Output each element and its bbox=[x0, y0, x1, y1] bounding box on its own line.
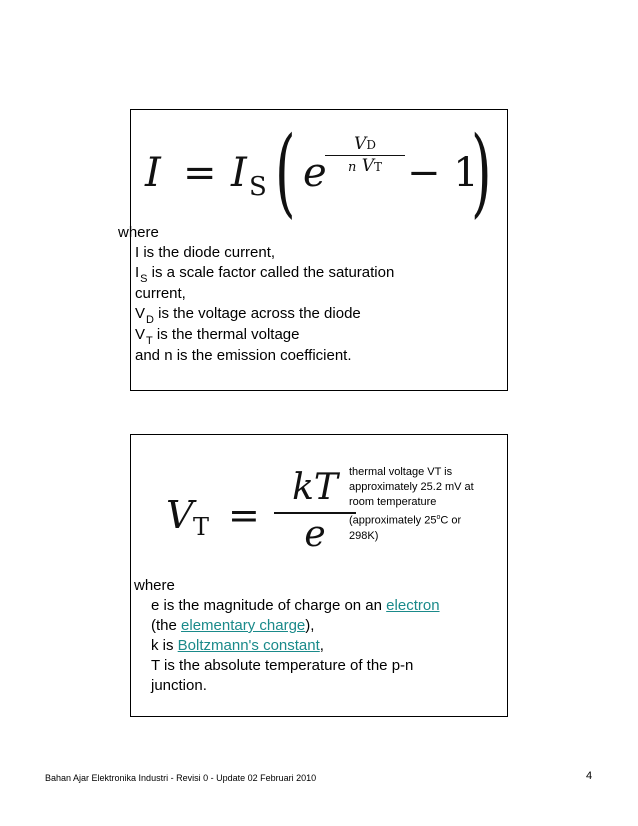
formula-is: I bbox=[231, 150, 247, 196]
line-emission: and n is the emission coefficient. bbox=[135, 347, 352, 364]
boltzmann-constant-link[interactable]: Boltzmann's constant bbox=[177, 637, 320, 654]
note-line3: room temperature bbox=[349, 496, 437, 508]
left-paren: ( bbox=[275, 116, 296, 228]
line-current: current, bbox=[135, 285, 186, 302]
page-footer: Bahan Ajar Elektronika Industri - Revisi 0 - Update 02 Februari 2010 bbox=[45, 773, 317, 783]
right-paren: ) bbox=[471, 116, 492, 228]
formula-lhs: I bbox=[145, 150, 161, 196]
note-line1: thermal voltage VT is bbox=[349, 466, 453, 478]
where-label-2: where bbox=[134, 577, 175, 594]
diode-equation-box bbox=[118, 109, 508, 391]
exp-den-n: n bbox=[347, 160, 357, 175]
line-saturation: $I_S$ is a scale factor called the saturation bbox=[135, 264, 395, 285]
exp-num-v: V bbox=[354, 134, 367, 154]
line-elementary-charge: (the elementary charge), bbox=[151, 617, 315, 634]
note-line4: (approximately 25$^o$C or bbox=[349, 514, 462, 527]
line-diode-current: I is the diode current, bbox=[135, 244, 276, 261]
diode-equation bbox=[145, 116, 495, 232]
formula-is-sub: S bbox=[249, 172, 267, 202]
formula-minus-one: − 1 bbox=[407, 150, 479, 196]
elementary-charge-link[interactable]: elementary charge bbox=[181, 617, 306, 634]
line-electron: e is the magnitude of charge on an electron bbox=[151, 597, 440, 614]
thermal-voltage-box bbox=[130, 434, 508, 717]
exp-den-sub: T bbox=[374, 160, 383, 174]
exp-num-sub: D bbox=[366, 138, 376, 152]
formula-e: e bbox=[303, 150, 327, 196]
line-boltzmann: k is Boltzmann's constant, bbox=[151, 637, 324, 654]
box2-where-block bbox=[134, 576, 506, 696]
page-number: 4 bbox=[586, 770, 593, 782]
vt-sub: T bbox=[193, 513, 210, 541]
box1-where-block bbox=[118, 223, 448, 366]
vt-den: e bbox=[304, 514, 326, 555]
line-junction: junction. bbox=[151, 677, 207, 694]
line-temperature: T is the absolute temperature of the p-n bbox=[151, 657, 414, 674]
electron-link[interactable]: electron bbox=[386, 597, 440, 614]
vt-num: kT bbox=[274, 467, 356, 514]
vt-eq: = bbox=[228, 493, 260, 537]
formula-eq: = bbox=[183, 150, 217, 196]
vt-main: V bbox=[166, 493, 194, 537]
vt-fraction bbox=[274, 467, 356, 555]
line-vd: $V_D$ is the voltage across the diode bbox=[135, 305, 361, 326]
thermal-voltage-equation bbox=[166, 465, 366, 565]
where-label: where bbox=[118, 224, 159, 241]
line-vt: $V_T$ is the thermal voltage bbox=[135, 326, 300, 347]
exp-den-v: V bbox=[361, 156, 375, 176]
thermal-voltage-note bbox=[349, 465, 499, 544]
note-line5: 298K) bbox=[349, 529, 379, 542]
exponent-fraction bbox=[325, 134, 405, 176]
note-line2: approximately 25.2 mV at bbox=[349, 481, 474, 493]
